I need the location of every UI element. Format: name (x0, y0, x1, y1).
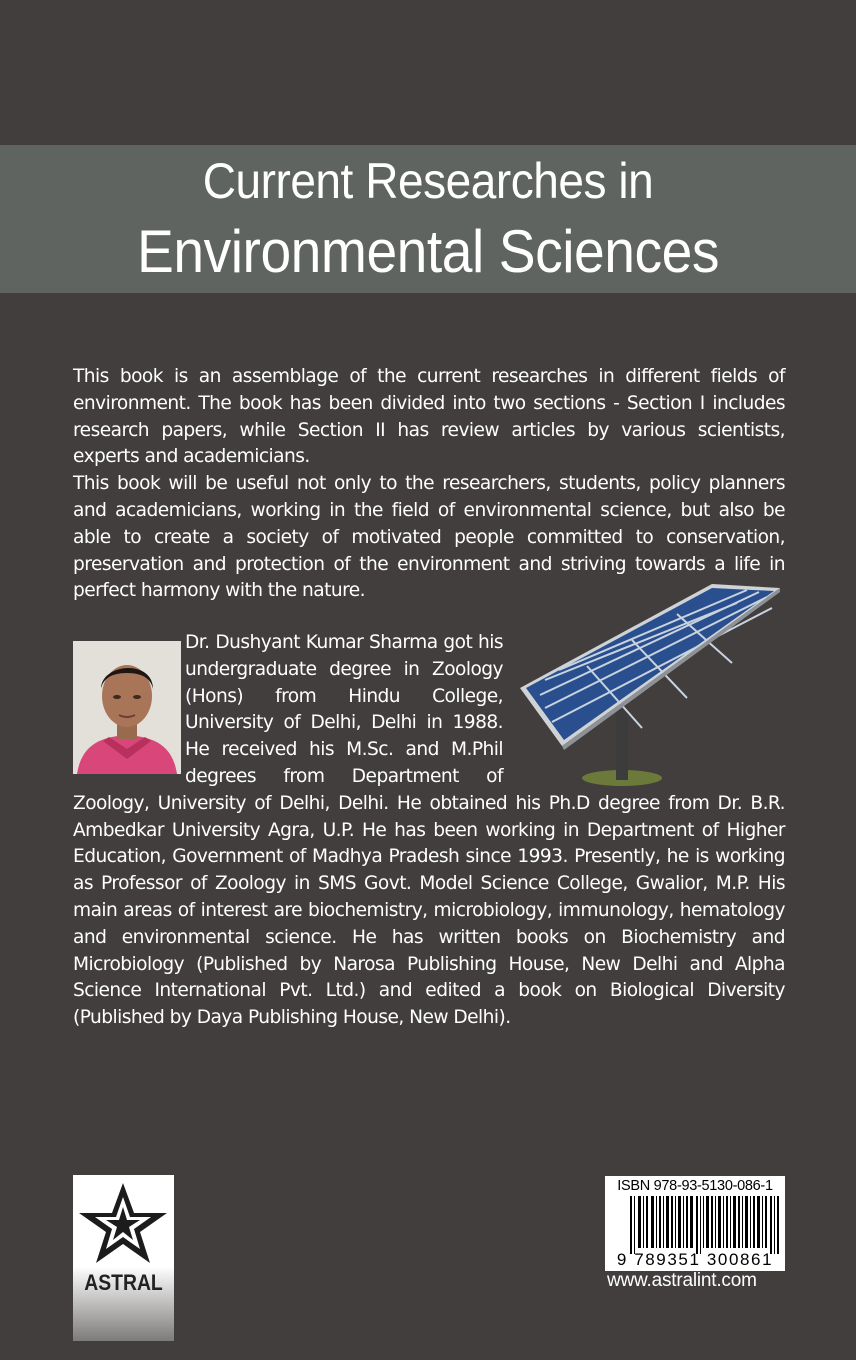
author-portrait (73, 641, 181, 774)
author-bio: Dr. Dushyant Kumar Sharma got his undergraduate degree in Zoology (Hons) from Hindu College, University of Delhi, Delhi in 1988. He received his M.Sc. and M.Phil degrees from Department of Zoology, University of Delhi, Delhi. He obtained his Ph.D degree from Dr. B.R. Ambedkar University Agra, U.P. He has been working in Department of Higher Education, Government of Madhya Pradesh since 1993. Presently, he is working as Professor of Zoology in SMS Govt. Model Science College, Gwalior, M.P. His main areas of interest are biochemistry, microbiology, immunology, hematology and environmental science. He has written books on Biochemistry and Microbiology (Published by Narosa Publishing House, New Delhi and Alpha Science International Pvt. Ltd.) and edited a book on Biological Diversity (Published by Daya Publishing House, New Delhi). (73, 632, 785, 1029)
star-logo-icon (73, 1175, 174, 1270)
isbn-label: ISBN 978-93-5130-086-1 (617, 1178, 773, 1194)
publisher-logo (73, 1175, 174, 1341)
title-line-2: Environmental Sciences (136, 218, 720, 285)
author-portrait-image (73, 641, 181, 774)
solar-panel-illustration (512, 578, 784, 788)
isbn-barcode (605, 1176, 785, 1271)
title-band (0, 145, 856, 293)
publisher-website[interactable]: www.astralint.com (607, 1270, 757, 1291)
solar-panel-icon (512, 578, 784, 788)
description-paragraph-1: This book is an assemblage of the current researches in different fields of environment. The book has been divided into two sections - Section I includes research papers, while Section II has review articles by various scientists, experts and academicians. (73, 366, 785, 468)
publisher-logo-text: ASTRAL (84, 1270, 163, 1295)
description-paragraph-2: This book will be useful not only to the researchers, students, policy planners and academicians, working in the field of environmental science, but also be able to create a society of motivated people committed to conservation, preservation and protection of the environment and striving towards a life in perfect harmony with the nature. (73, 473, 785, 602)
title-line-1: Current Researches in (202, 153, 654, 209)
barcode-bars (630, 1196, 780, 1254)
barcode-digits: 9 789351 300861 (616, 1250, 774, 1269)
book-description (73, 364, 785, 605)
